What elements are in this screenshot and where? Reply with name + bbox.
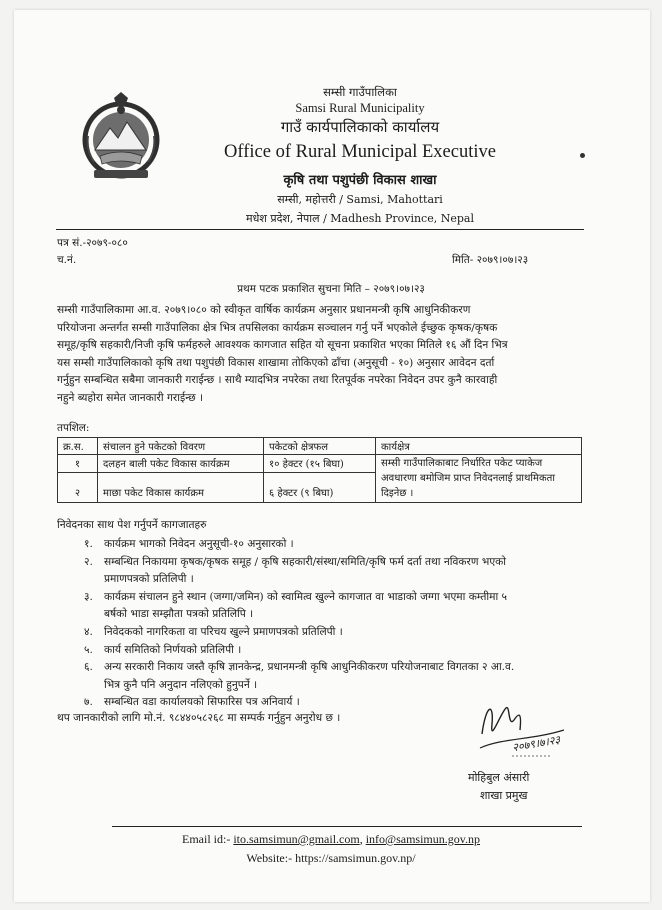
municipality-name-en: Samsi Rural Municipality xyxy=(295,101,425,115)
list-item-number: ३. xyxy=(84,590,93,603)
reference-number: पत्र सं.-२०७९-०८० xyxy=(57,237,128,249)
table-cell-scope: सम्सी गाउँपालिकाबाट निर्धारित पकेट प्याकेज अवधारणा बमोजिम प्राप्त निवेदनलाई प्राथमिकता दिइनेछ । xyxy=(376,455,582,503)
list-item-text: सम्बन्धित निकायमा कृषक/कृषक समूह / कृषि सहकारी/संस्था/समिति/कृषि फर्म दर्ता तथा नविकरण भएको प्रमाणपत्रको प्रतिलिपी । xyxy=(104,555,507,586)
office-name-np: गाउँ कार्यपालिकाको कार्यालय xyxy=(280,118,440,136)
footer-divider xyxy=(112,826,582,827)
notice-title: प्रथम पटक प्रकाशित सुचना मिति – २०७९।०७।२३ xyxy=(237,283,425,295)
email-label: Email id:- xyxy=(182,832,231,846)
table-row xyxy=(58,455,582,473)
notice-body: सम्सी गाउँपालिकामा आ.व. २०७९।०८० को स्वीकृत वार्षिक कार्यक्रम अनुसार प्रधानमन्त्री कृषि आधुनिकीकरण परियोजना अन्तर्गत सम्सी गाउँपालिका क्षेत्र भित्र तपसिलका कार्यक्रम सञ्चालन गर्नु पर्ने भएकोले ईच्छुक कृषक/कृषक समूह/कृषि सहकारी/निजी कृषि फर्महरुले आवश्यक कागजात सहित यो सूचना प्रकाशित भएका मितिले १६ औं दिन भित्र यस सम्सी गाउँपालिकाको कृषि तथा पशुपंछी विकास शाखामा तोकिएको ढाँचा (अनुसूची - १०) अनुसार आवेदन दर्ता गर्नुहुन सम्बन्धित सबैमा जानकारी गराईन्छ । साथै म्यादभित्र नपरेका तथा रितपूर्वक नपरेका निवेदन उपर कुनै कारवाही नहुने ब्यहोरा समेत जानकारी गराईन्छ । xyxy=(57,304,508,404)
list-item-text: कार्यक्रम संचालन हुने स्थान (जग्गा/जमिन) को स्वामित्व खुल्ने कागजात वा भाडाको जग्गा भएमा कम्तीमा ५ बर्षको भाडा सम्झौता पत्रको प्रतिलिपि । xyxy=(104,590,508,621)
list-item-number: ४. xyxy=(84,625,93,638)
list-item-number: ७. xyxy=(84,696,93,709)
list-item xyxy=(84,624,594,642)
handwritten-signature xyxy=(472,694,572,764)
svg-text:२०७९।७।२३: २०७९।७।२३ xyxy=(511,733,562,755)
list-item-number: ६. xyxy=(84,661,93,674)
dispatch-number: च.नं. xyxy=(57,254,77,266)
list-item xyxy=(84,642,594,660)
table-cell-description: दलहन बाली पकेट विकास कार्यक्रम xyxy=(98,455,264,473)
website-link[interactable]: https://samsimun.gov.np/ xyxy=(295,851,416,865)
list-item-text: कार्य समितिको निर्णयको प्रतिलिपी । xyxy=(104,643,242,656)
list-item xyxy=(84,536,594,554)
office-name-en: Office of Rural Municipal Executive xyxy=(224,142,496,162)
list-item-text: कार्यक्रम भागको निवेदन अनुसूची-१० अनुसारको । xyxy=(104,538,294,550)
list-item xyxy=(84,554,594,589)
table-header-cell: क्र.स. xyxy=(58,438,98,455)
table-header-cell: पकेटको क्षेत्रफल xyxy=(264,438,376,455)
table-cell-sn: १ xyxy=(58,455,98,473)
list-item-text: अन्य सरकारी निकाय जस्तै कृषि ज्ञानकेन्द्र, प्रधानमन्त्री कृषि आधुनिकीकरण परियोजनाबाट विगतका २ आ.व. भित्र कुनै पनि अनुदान नलिएको हुनुपर्ने । xyxy=(104,661,515,691)
table-header-row xyxy=(58,438,582,455)
footer-website-line xyxy=(0,851,662,866)
website-label: Website:- xyxy=(246,851,293,865)
table-header-cell: संचालन हुने पकेटको विवरण xyxy=(98,438,264,455)
letter-date: मिति- २०७९।०७।२३ xyxy=(452,254,529,266)
list-item xyxy=(84,659,594,694)
list-item xyxy=(84,589,594,624)
list-item-number: ५. xyxy=(84,643,93,656)
email-link-2[interactable]: info@samsimun.gov.np xyxy=(365,832,480,846)
table-header-cell: कार्यक्षेत्र xyxy=(376,438,582,455)
program-table xyxy=(57,437,582,503)
list-item-text: सम्बन्धित वडा कार्यालयको सिफारिस पत्र अनिवार्य । xyxy=(104,696,300,709)
table-cell-area: ६ हेक्टर (९ बिघा) xyxy=(264,473,376,503)
signatory-name: मोहिबुल अंसारी xyxy=(468,771,530,784)
table-cell-description: माछा पकेट विकास कार्यक्रम xyxy=(98,473,264,503)
documents-list xyxy=(84,536,594,712)
documents-heading: निवेदनका साथ पेश गर्नुपर्ने कागजातहरु xyxy=(57,519,207,531)
address-line: सम्सी, महोत्तरी / Samsi, Mahottari xyxy=(277,193,443,206)
signatory-title: शाखा प्रमुख xyxy=(480,789,528,802)
footer-email-line: Email id:- ito.samsimun@gmail.com, info@samsimun.gov.np xyxy=(182,832,480,846)
municipality-name-np: सम्सी गाउँपालिका xyxy=(323,85,397,99)
table-label: तपशिल: xyxy=(57,422,90,434)
list-item-number: १. xyxy=(84,538,93,550)
scan-speck xyxy=(580,153,585,158)
list-item-text: निवेदकको नागरिकता वा परिचय खुल्ने प्रमाणपत्रको प्रतिलिपी । xyxy=(104,625,343,638)
province-line: मधेश प्रदेश, नेपाल / Madhesh Province, Nepal xyxy=(246,212,474,225)
table-cell-sn: २ xyxy=(58,473,98,503)
branch-name: कृषि तथा पशुपंछी विकास शाखा xyxy=(283,173,437,188)
table-cell-area: १० हेक्टर (१५ बिघा) xyxy=(264,455,376,473)
list-item-number: २. xyxy=(84,555,93,568)
email-link-1[interactable]: ito.samsimun@gmail.com xyxy=(233,832,360,846)
closing-line: थप जानकारीको लागि मो.नं. ९८४४०५८२६८ मा सम्पर्क गर्नुहुन अनुरोध छ । xyxy=(57,712,341,724)
header-divider xyxy=(56,229,584,230)
